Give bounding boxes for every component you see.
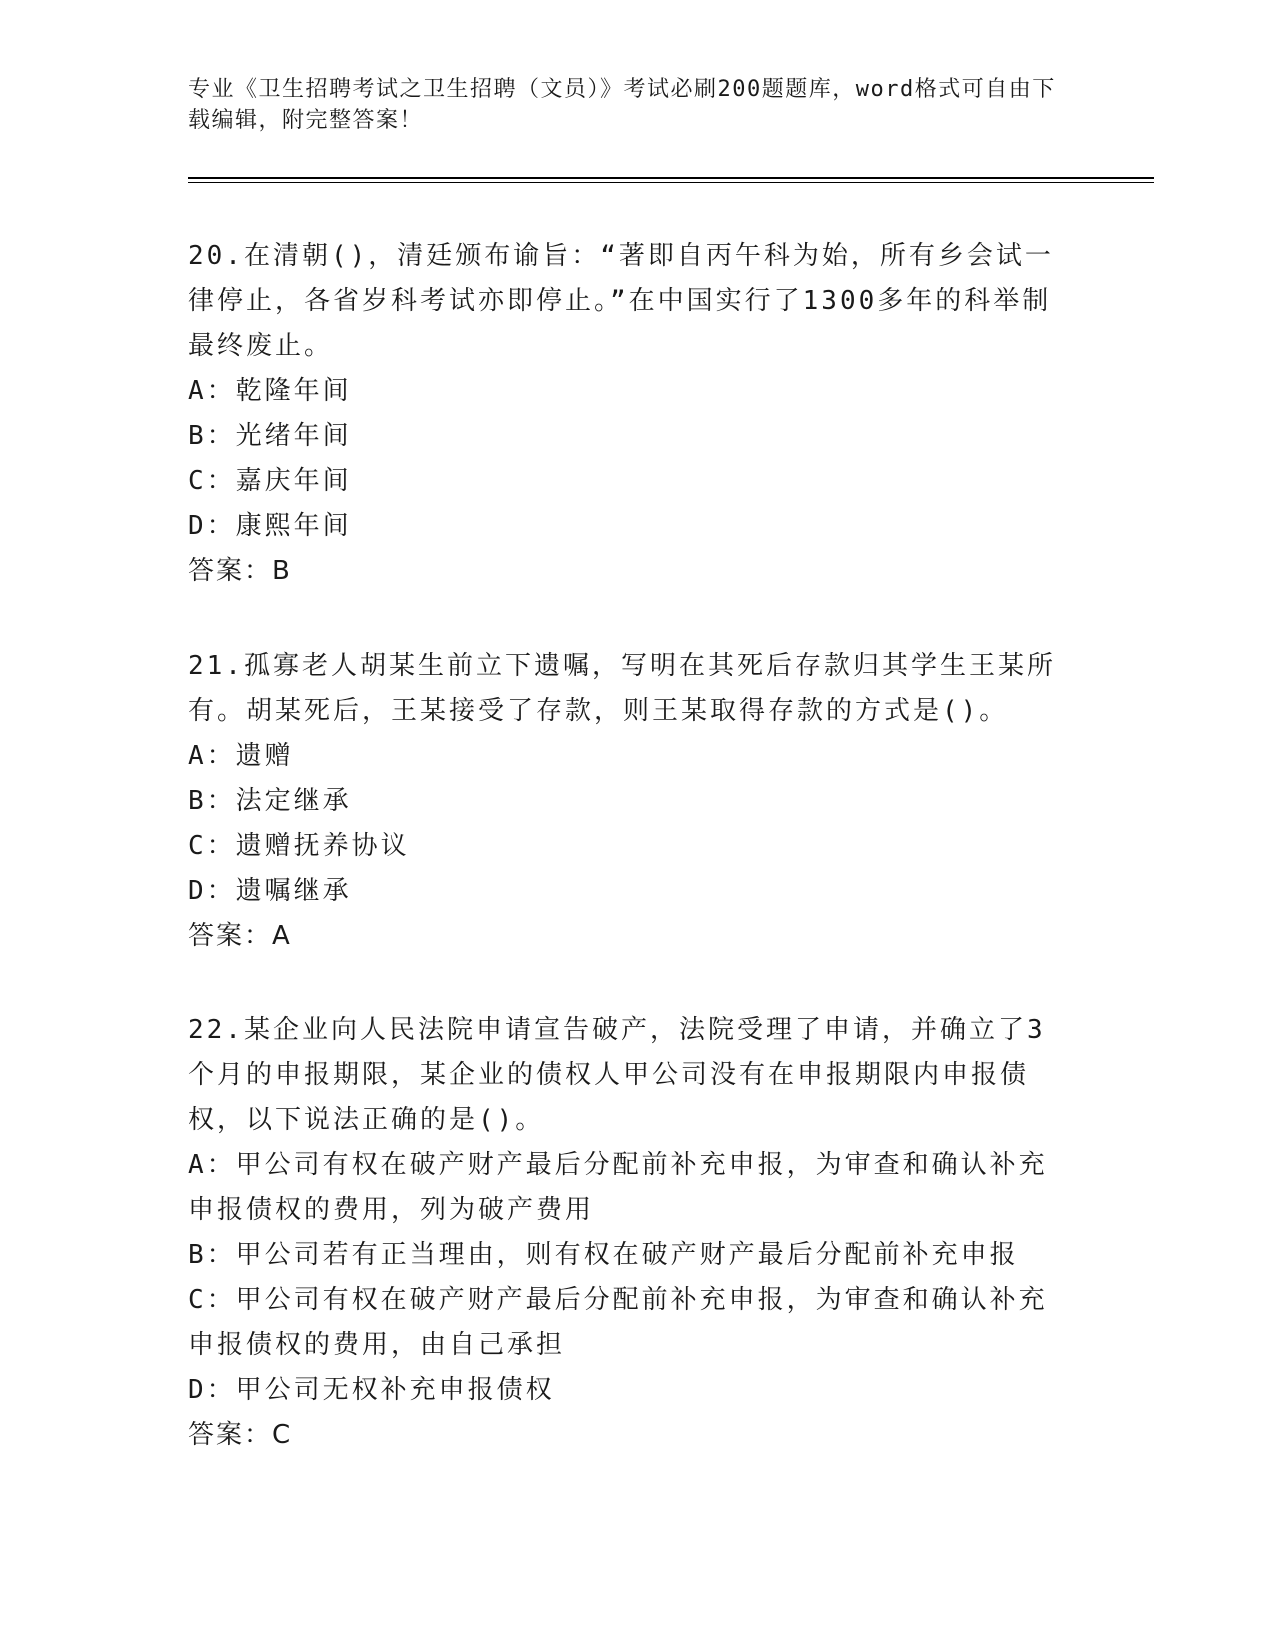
option-c: C：遗赠抚养协议 <box>188 831 410 861</box>
option-b: B：甲公司若有正当理由，则有权在破产财产最后分配前补充申报 <box>188 1240 1019 1270</box>
option-a: A：甲公司有权在破产财产最后分配前补充申报，为审查和确认补充申报债权的费用，列为破产费用 <box>188 1150 1048 1225</box>
option-d: D：康熙年间 <box>188 511 352 541</box>
option-a: A：乾隆年间 <box>188 376 352 406</box>
option-a: A：遗赠 <box>188 741 294 771</box>
answer-label: 答案：C <box>188 1420 293 1450</box>
question-22 <box>188 1008 1068 1458</box>
header-divider-thick <box>188 177 1154 179</box>
answer-label: 答案：A <box>188 921 292 951</box>
question-21 <box>188 644 1068 959</box>
option-b: B：法定继承 <box>188 786 352 816</box>
option-d: D：遗嘱继承 <box>188 876 352 906</box>
option-b: B：光绪年间 <box>188 421 352 451</box>
document-header-text: 专业《卫生招聘考试之卫生招聘（文员）》考试必刷200题题库，word格式可自由下载编辑，附完整答案！ <box>188 77 1056 133</box>
option-c: C：嘉庆年间 <box>188 466 352 496</box>
question-stem: 22.某企业向人民法院申请宣告破产，法院受理了申请，并确立了3个月的申报期限，某企业的债权人甲公司没有在申报期限内申报债权，以下说法正确的是()。 <box>188 1015 1046 1135</box>
header-divider-thin <box>188 182 1154 183</box>
option-c: C：甲公司有权在破产财产最后分配前补充申报，为审查和确认补充申报债权的费用，由自己承担 <box>188 1285 1048 1360</box>
question-20 <box>188 234 1068 594</box>
option-d: D：甲公司无权补充申报债权 <box>188 1375 555 1405</box>
question-stem: 20.在清朝()，清廷颁布谕旨：“著即自丙午科为始，所有乡会试一律停止，各省岁科考试亦即停止。”在中国实行了1300多年的科举制最终废止。 <box>188 241 1054 361</box>
question-stem: 21.孤寡老人胡某生前立下遗嘱，写明在其死后存款归其学生王某所有。胡某死后，王某接受了存款，则王某取得存款的方式是()。 <box>188 651 1056 726</box>
answer-label: 答案：B <box>188 556 292 586</box>
